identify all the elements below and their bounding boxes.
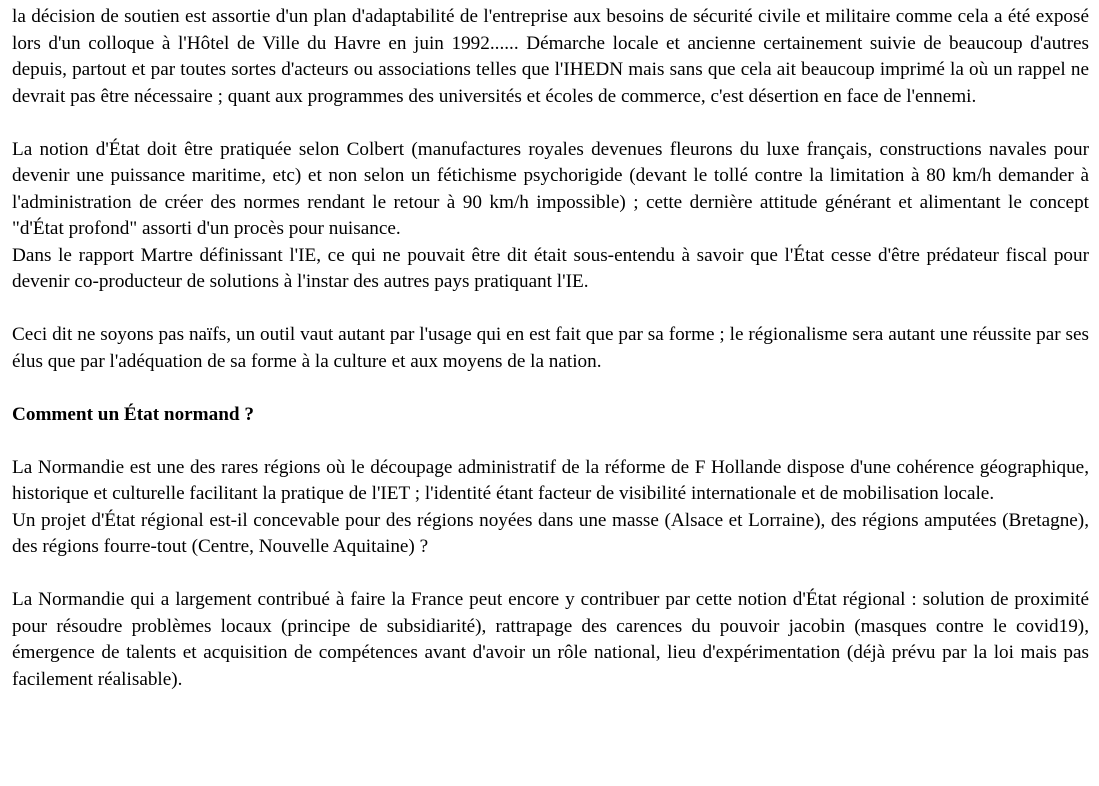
paragraph-normandy-contribution: La Normandie qui a largement contribué à faire la France peut encore y contribuer par cette notion d'État régional : solution de proximité pour résoudre problèmes locaux (principe de subsidiarité), rattrapage des carences du pouvoir jacobin (masques contre le covid19), émergence de talents et acquisition de compétences avant d'avoir un rôle national, lieu d'expérimentation (déjà prévu par la loi mais pas facilement réalisable). <box>12 589 1089 690</box>
paragraph-spacer <box>12 296 1089 323</box>
paragraph-spacer <box>12 375 1089 402</box>
paragraph-colbert-state-notion: La notion d'État doit être pratiquée selon Colbert (manufactures royales devenues fleurons du luxe français, constructions navales pour devenir une puissance maritime, etc) et non selon un fétichisme psychorigide (devant le tollé contre la limitation à 80 km/h demander à l'administration de créer des normes rendant le retour à 90 km/h impossible) ; cette dernière attitude générant et alimentant le concept "d'État profond" assorti d'un procès pour nuisance. <box>12 138 1089 239</box>
document-page <box>12 4 1089 693</box>
paragraph-normandy-coherence: La Normandie est une des rares régions où le découpage administratif de la réforme de F Hollande dispose d'une cohérence géographique, historique et culturelle facilitant la pratique de l'IET ; l'identité étant facteur de visibilité internationale et de mobilisation locale. <box>12 456 1089 504</box>
paragraph-martre-report: Dans le rapport Martre définissant l'IE, ce qui ne pouvait être dit était sous-entendu à savoir que l'État cesse d'être prédateur fiscal pour devenir co-producteur de solutions à l'instar des autres pays pratiquant l'IE. <box>12 244 1089 292</box>
paragraph-adaptability-plan: la décision de soutien est assortie d'un plan d'adaptabilité de l'entreprise aux besoins de sécurité civile et militaire comme cela a été exposé lors d'un colloque à l'Hôtel de Ville du Havre en juin 1992...... Démarche locale et ancienne certainement suivie de beaucoup d'autres depuis, partout et par toutes sortes d'acteurs ou associations telles que l'IHEDN mais sans que cela ait beaucoup imprimé la où un rappel ne devrait pas être nécessaire ; quant aux programmes des universités et écoles de commerce, c'est désertion en face de l'ennemi. <box>12 6 1089 107</box>
paragraph-regional-state-project: Un projet d'État régional est-il concevable pour des régions noyées dans une masse (Alsace et Lorraine), des régions amputées (Bretagne), des régions fourre-tout (Centre, Nouvelle Aquitaine) ? <box>12 509 1089 557</box>
section-heading: Comment un État normand ? <box>12 403 254 425</box>
paragraph-regionalism: Ceci dit ne soyons pas naïfs, un outil vaut autant par l'usage qui en est fait que par sa forme ; le régionalisme sera autant une réussite par ses élus que par l'adéquation de sa forme à la culture et aux moyens de la nation. <box>12 324 1089 372</box>
paragraph-spacer <box>12 561 1089 588</box>
paragraph-spacer <box>12 428 1089 455</box>
paragraph-spacer <box>12 110 1089 137</box>
